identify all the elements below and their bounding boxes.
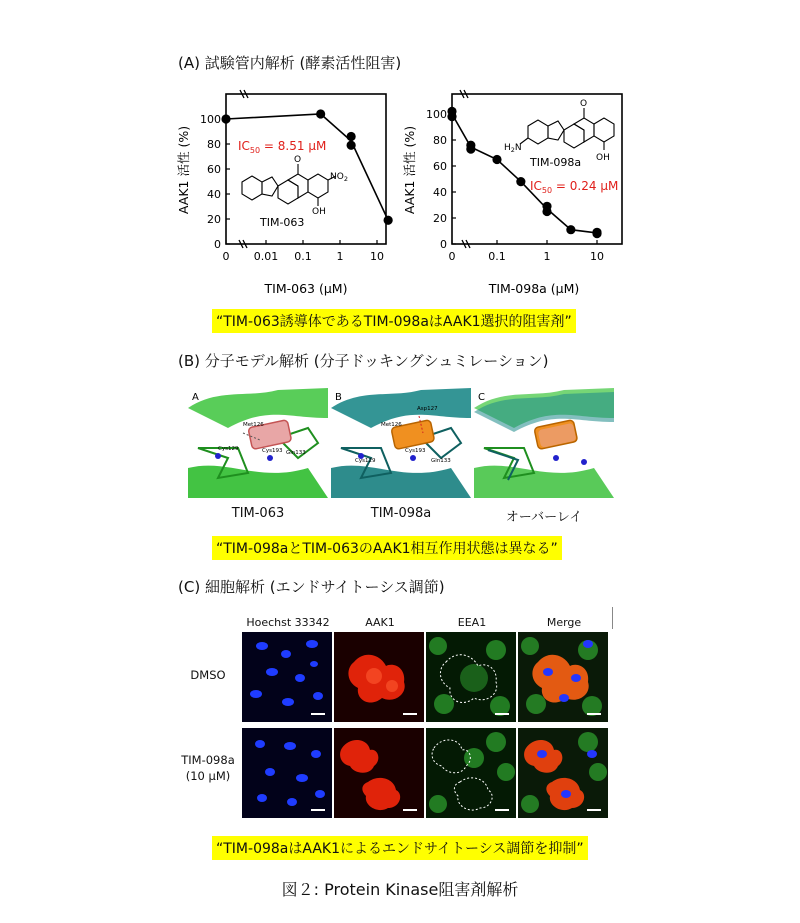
c1-x-tick-label: 0.01 (253, 250, 279, 263)
docking-panel-b-label-cys193: Cys193 (405, 448, 426, 454)
docking-panel-c-letter: C (478, 392, 485, 403)
row-label-tim098a: TIM-098a (181, 753, 235, 767)
c2-data-point (542, 207, 551, 216)
chart1-frame (226, 94, 386, 244)
docking-panel-b-label-met126: Met126 (381, 422, 402, 428)
c2-data-point (592, 229, 601, 238)
c1-data-point (347, 132, 356, 141)
micrograph-dmso-aak1 (334, 632, 424, 722)
chart1-x-axis-label: TIM-063 (μM) (264, 281, 348, 296)
tim063-structure-drawing (242, 164, 336, 206)
c2-x-tick-label: 1 (543, 250, 551, 263)
section-c-title: (C) 細胞解析 (エンドサイトーシス調節) (178, 578, 445, 596)
docking-panel-tim063 (188, 388, 328, 498)
chart2-ic50-label: $IC_{50} = 0.24$ μM (530, 179, 619, 195)
row-label-dmso: DMSO (190, 668, 226, 682)
docking-panel-overlay (474, 388, 614, 498)
c1-y-tick-label: 100 (200, 113, 221, 126)
figure-caption: 図２: Protein Kinase阻害剤解析 (281, 880, 519, 899)
c1-x-tick-label: 1 (336, 250, 344, 263)
docking-panel-a-label-cys193: Cys193 (262, 448, 283, 454)
c2-y-tick-label: 20 (433, 212, 447, 225)
c1-y-tick-label: 0 (214, 238, 221, 251)
c1-y-tick-label: 80 (207, 138, 221, 151)
docking-panel-a-letter: A (192, 392, 199, 403)
c1-data-point (221, 114, 230, 123)
c1-data-point (316, 109, 325, 118)
c2-y-tick-label: 0 (440, 238, 447, 251)
c2-data-point (447, 112, 456, 121)
chart2-series-line (452, 114, 597, 233)
c2-y-tick-label: 80 (433, 134, 447, 147)
micrograph-dmso-eea1 (426, 632, 516, 722)
docking-panel-b-label-gln133: Gln133 (431, 458, 451, 464)
docking-caption-tim063: TIM-063 (231, 506, 285, 521)
micrograph-dmso-hoechst (242, 632, 332, 722)
micrograph-tim098a-eea1 (426, 728, 516, 818)
docking-panel-b-label-cys129: Cys129 (355, 458, 376, 464)
tim098a-compound-label: TIM-098a (530, 156, 582, 169)
section-a-conclusion: “TIM-063誘導体であるTIM-098aはAAK1選択的阻害剤” (212, 309, 576, 333)
section-a-title: (A) 試験管内解析 (酵素活性阻害) (178, 54, 402, 72)
docking-panel-a-label-cys129: Cys129 (218, 446, 239, 452)
tim098a-amino-label: $H_2N$ (504, 143, 522, 154)
row-label-tim098a-dose: (10 μM) (185, 769, 231, 783)
c2-data-point (516, 177, 525, 186)
chart-tim063 (160, 80, 400, 300)
docking-caption-overlay: オーバーレイ (505, 510, 583, 525)
chart2-y-axis-label: AAK1 活性 (%) (402, 125, 417, 215)
c2-data-point (566, 225, 575, 234)
c2-x-tick-label: 0 (448, 250, 456, 263)
c2-y-tick-label: 100 (426, 108, 447, 121)
chart2-x-axis-label: TIM-098a (μM) (488, 281, 580, 296)
micrograph-tim098a-hoechst (242, 728, 332, 818)
chart1-y-axis-label: AAK1 活性 (%) (176, 125, 191, 215)
section-c-conclusion: “TIM-098aはAAK1によるエンドサイトーシス調節を抑制” (212, 836, 588, 860)
chart2-frame (452, 94, 622, 244)
c2-data-point (466, 145, 475, 154)
chart1-ic50-label: $IC_{50} = 8.51$ μM (238, 139, 327, 155)
section-b-conclusion: “TIM-098aとTIM-063のAAK1相互作用状態は異なる” (212, 536, 562, 560)
chart1-series-line (226, 114, 388, 220)
docking-panel-a-label-met126: Met126 (243, 422, 264, 428)
c1-y-tick-label: 60 (207, 163, 221, 176)
docking-panel-a-label-gln133: Gln133 (286, 450, 306, 456)
c2-data-point (492, 155, 501, 164)
chart-tim098a (400, 80, 640, 300)
docking-panel-b-letter: B (335, 392, 342, 403)
section-b-title: (B) 分子モデル解析 (分子ドッキングシュミレーション) (178, 352, 549, 370)
c1-data-point (384, 216, 393, 225)
tim063-compound-label: TIM-063 (260, 216, 305, 229)
c1-data-point (347, 141, 356, 150)
c1-y-tick-label: 40 (207, 188, 221, 201)
c2-y-tick-label: 40 (433, 186, 447, 199)
micrograph-dmso-merge (518, 632, 608, 722)
c1-x-tick-label: 10 (370, 250, 384, 263)
tim098a-structure-drawing (520, 108, 614, 150)
tim063-hydroxyl-label: OH (312, 207, 326, 217)
tim063-oxo-label: O (294, 155, 302, 165)
column-header-aak1: AAK1 (365, 616, 395, 629)
c2-x-tick-label: 0.1 (488, 250, 506, 263)
micrograph-tim098a-aak1 (334, 728, 424, 818)
tim098a-hydroxyl-label: OH (596, 153, 610, 163)
c1-x-tick-label: 0 (222, 250, 230, 263)
docking-panel-b-label-asp127: Asp127 (417, 406, 438, 412)
column-header-merge: Merge (546, 616, 582, 629)
c2-y-tick-label: 60 (433, 160, 447, 173)
column-header-hoechst: Hoechst 33342 (246, 616, 330, 629)
docking-caption-tim098a: TIM-098a (370, 506, 432, 521)
c2-x-tick-label: 10 (590, 250, 604, 263)
c1-x-tick-label: 0.1 (294, 250, 312, 263)
micrograph-tim098a-merge (518, 728, 608, 818)
docking-panel-tim098a (331, 388, 471, 498)
tim098a-oxo-label: O (580, 99, 588, 109)
c1-y-tick-label: 20 (207, 213, 221, 226)
column-header-divider (612, 607, 613, 629)
column-header-eea1: EEA1 (457, 616, 487, 629)
tim063-nitro-label: $NO_2$ (330, 172, 348, 183)
chart1-data-points (221, 109, 392, 224)
